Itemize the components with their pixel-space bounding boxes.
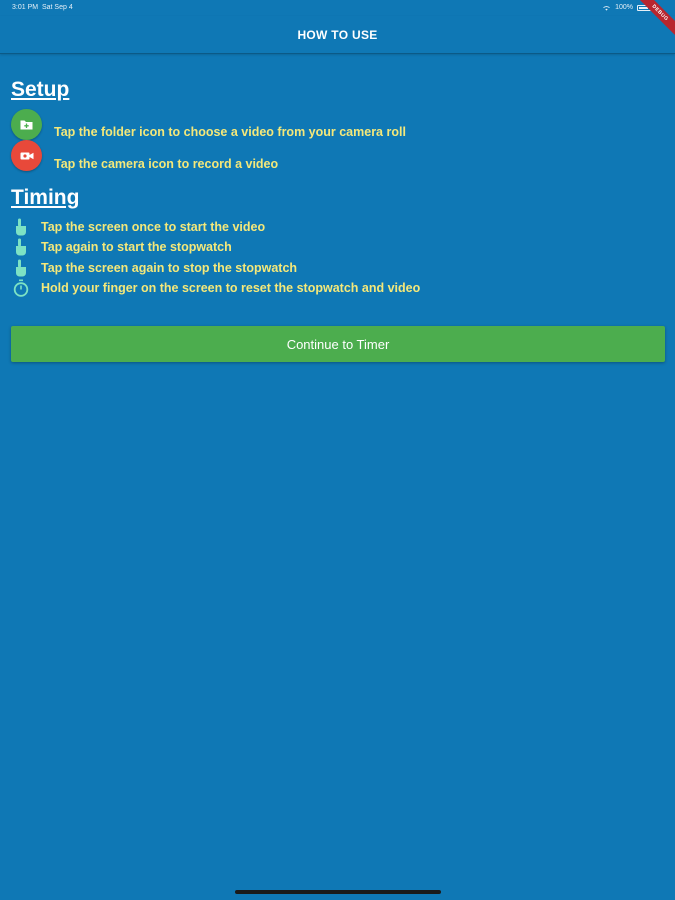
tap-finger-icon [11,237,31,257]
timing-item [11,217,265,237]
home-indicator[interactable] [235,890,441,894]
debug-banner: DEBUG [632,0,675,41]
timing-item [11,258,297,278]
battery-percent: 100% [615,4,633,11]
timing-item [11,278,420,298]
camera-icon [20,151,34,161]
tap-finger-icon [11,217,31,237]
folder-icon [20,119,33,130]
status-time: 3:01 PM Sat Sep 4 [12,4,73,11]
timing-heading: Timing [11,186,80,209]
wifi-icon [602,5,611,11]
page-title: HOW TO USE [297,27,378,42]
setup-item-folder [11,109,406,140]
status-bar [0,0,675,16]
camera-button[interactable] [11,140,42,171]
status-right [602,4,651,11]
timing-text: Tap the screen again to stop the stopwatch [41,261,298,275]
setup-heading: Setup [11,78,70,101]
setup-folder-text: Tap the folder icon to choose a video from your camera roll [54,124,406,139]
timing-text: Tap the screen once to start the video [41,220,266,234]
tap-finger-icon [11,258,31,278]
setup-camera-text: Tap the camera icon to record a video [54,156,279,171]
timing-text: Hold your finger on the screen to reset the stopwatch and video [41,281,421,295]
setup-item-camera [11,140,278,171]
continue-to-timer-button[interactable]: Continue to Timer [11,326,665,362]
timing-text: Tap again to start the stopwatch [41,240,232,254]
timing-item [11,237,232,257]
stopwatch-icon [11,278,31,298]
folder-button[interactable] [11,109,42,140]
app-bar [0,16,675,54]
